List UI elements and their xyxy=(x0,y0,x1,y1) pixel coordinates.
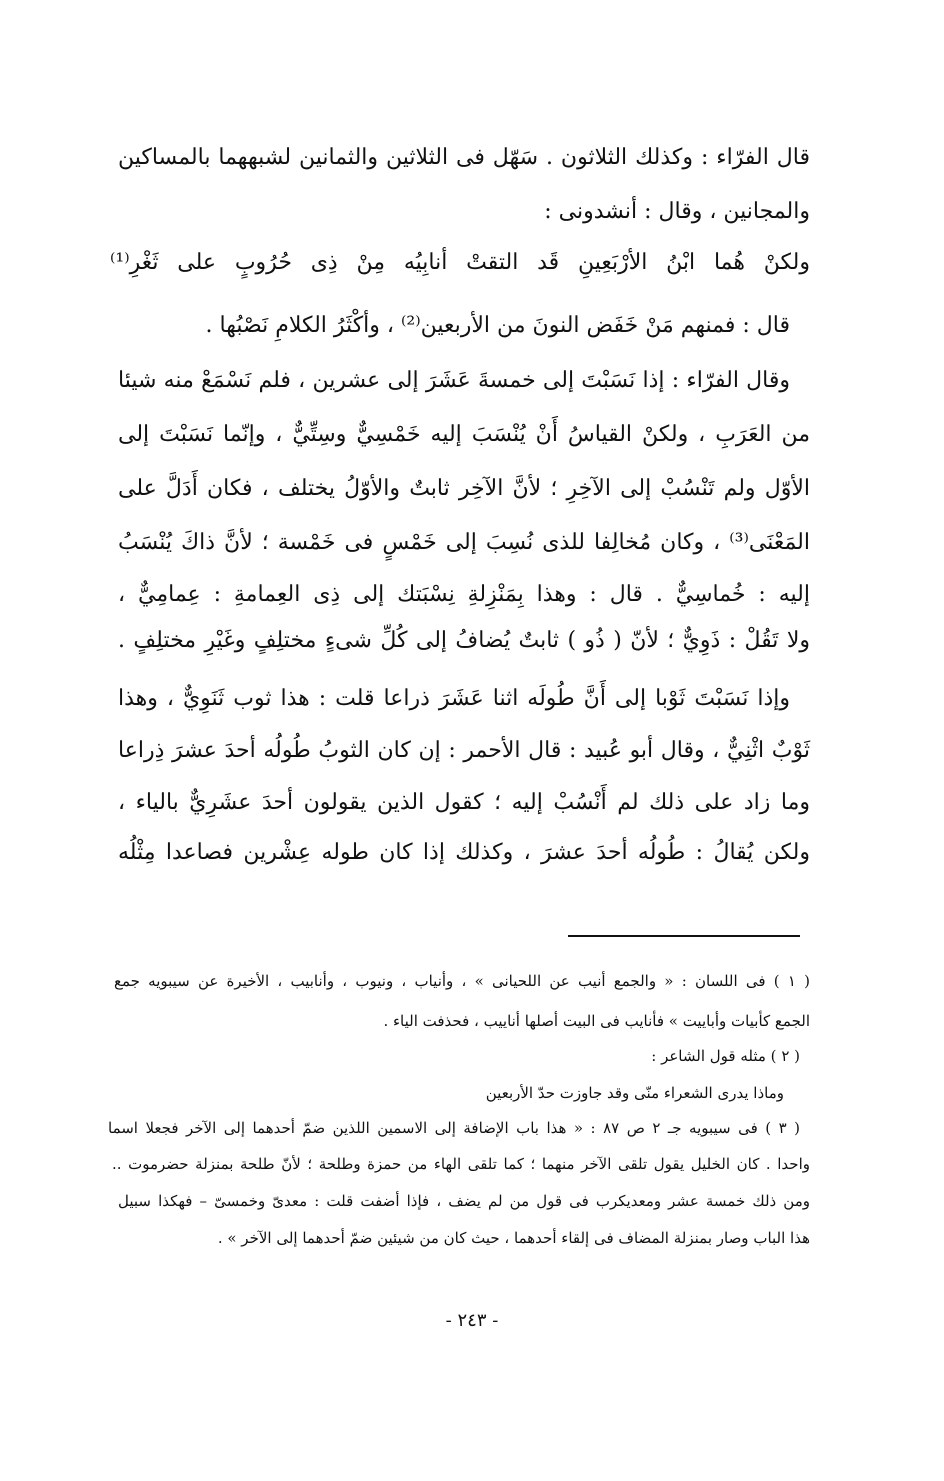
body-line-12: ثَوْبٌ اثْنِيٌّ ، وقال أبو عُبيد : قال الأحمر : إن كان الثوبُ طُولُه أحدَ عشرَ ذِراعا xyxy=(118,738,810,763)
body-line-14: ولكن يُقالُ : طُولُه أحدَ عشرَ ، وكذلك إذا كان طوله عِشْرين فصاعدا مِثْلُه xyxy=(118,840,810,865)
footnote-3-line-4: هذا الباب وصار بمنزلة المضاف فى إلقاء أحدهما ، حيث كان من شيئين ضمّ أحدهما إلى الآخر » . xyxy=(217,1229,810,1247)
body-line-2: والمجانين ، وقال : أنشدونى : xyxy=(544,199,810,224)
footnote-3-line-1: ( ٣ ) فى سيبويه جـ ٢ ص ٨٧ : « هذا باب الإضافة إلى الاسمين اللذين ضمّ أحدهما إلى الآخر فجعلا اسما xyxy=(108,1119,801,1137)
body-line-9: إليه : خُماسِيٌّ . قال : وهذا بِمَنْزِلةِ نِسْبَتك إلى ذِى العِمامةِ : عِمامِيٌّ ، xyxy=(118,582,810,607)
body-line-8: المَعْنَى⁽³⁾ ، وكان مُخالِفا للذى نُسِبَ إلى خَمْسٍ فى خَمْسة ؛ لأنَّ ذاكَ يُنْسَبُ xyxy=(118,530,810,555)
body-line-5: وقال الفرّاء : إذا نَسَبْتَ إلى خمسةَ عَشَرَ إلى عشرين ، فلم نَسْمَعْ منه شيئا xyxy=(118,368,790,393)
footnote-3-line-2: واحدا . كان الخليل يقول تلقى الآخر منهما ؛ كما تلقى الهاء من حمزة وطلحة ؛ لأنّ طلحة بمنزلة حضرموت .. xyxy=(112,1155,810,1173)
footnote-1-line-1: ( ١ ) فى اللسان : « والجمع أنيب عن اللحيانى » ، وأنياب ، ونيوب ، وأنابيب ، الأخيرة عن سيبويه جمع xyxy=(114,972,810,990)
verse-line: ولكنْ هُما ابْنُ الأرْبَعِينِ قَد التقتْ أنابِيُه مِنْ ذِى حُرُوبٍ على ثَغْرِ⁽¹⁾ xyxy=(110,250,810,275)
footnote-separator xyxy=(568,935,800,937)
body-line-13: وما زاد على ذلك لم أَنْسُبْ إليه ؛ كقول الذين يقولون أحدَ عشَرِيٌّ بالياء ، xyxy=(118,790,810,815)
footnote-2-verse: وماذا يدرى الشعراء منّى وقد جاوزت حدّ الأربعين xyxy=(485,1084,784,1102)
body-line-4: قال : فمنهم مَنْ خَفَض النونَ من الأربعين⁽²⁾ ، وأكْثَرُ الكلامِ نَصْبُها . xyxy=(205,313,790,338)
body-line-10: ولا تَقُلْ : ذَوِيٌّ ؛ لأنّ ( ذُو ) ثابتٌ يُضافُ إلى كُلِّ شىءٍ مختلِفٍ وغَيْرِ مختلِفٍ . xyxy=(118,628,810,653)
page-number: - ٢٤٣ - xyxy=(445,1310,499,1331)
footnote-1-line-2: الجمع كأبيات وأباييت » فأنايب فى البيت أصلها أناييب ، فحذفت الياء . xyxy=(383,1012,810,1030)
body-line-7: الأوّل ولم تَنْسُبْ إلى الآخِرِ ؛ لأنَّ الآخِر ثابتٌ والأوّلُ يختلف ، فكان أَدَلَّ على xyxy=(118,476,810,501)
body-line-6: من العَرَبِ ، ولكنْ القياسُ أَنْ يُنْسَبَ إليه خَمْسِيٌّ وسِتِّيٌّ ، وإنّما نَسَبْتَ إلى xyxy=(118,422,810,447)
footnote-2: ( ٢ ) مثله قول الشاعر : xyxy=(651,1047,800,1065)
body-line-1: قال الفرّاء : وكذلك الثلاثون . سَهّل فى الثلاثين والثمانين لشبههما بالمساكين xyxy=(118,145,810,170)
body-line-11: وإذا نَسَبْتَ ثَوْبا إلى أَنَّ طُولَه اثنا عَشَرَ ذراعا قلت : هذا ثوب ثَنَوِيٌّ ، وهذا xyxy=(118,686,790,711)
footnote-3-line-3: ومن ذلك خمسة عشر ومعديكرب فى قول من لم يضف ، فإذا أضفت قلت : معدىّ وخمسىّ – فهكذا سبيل xyxy=(118,1192,810,1210)
